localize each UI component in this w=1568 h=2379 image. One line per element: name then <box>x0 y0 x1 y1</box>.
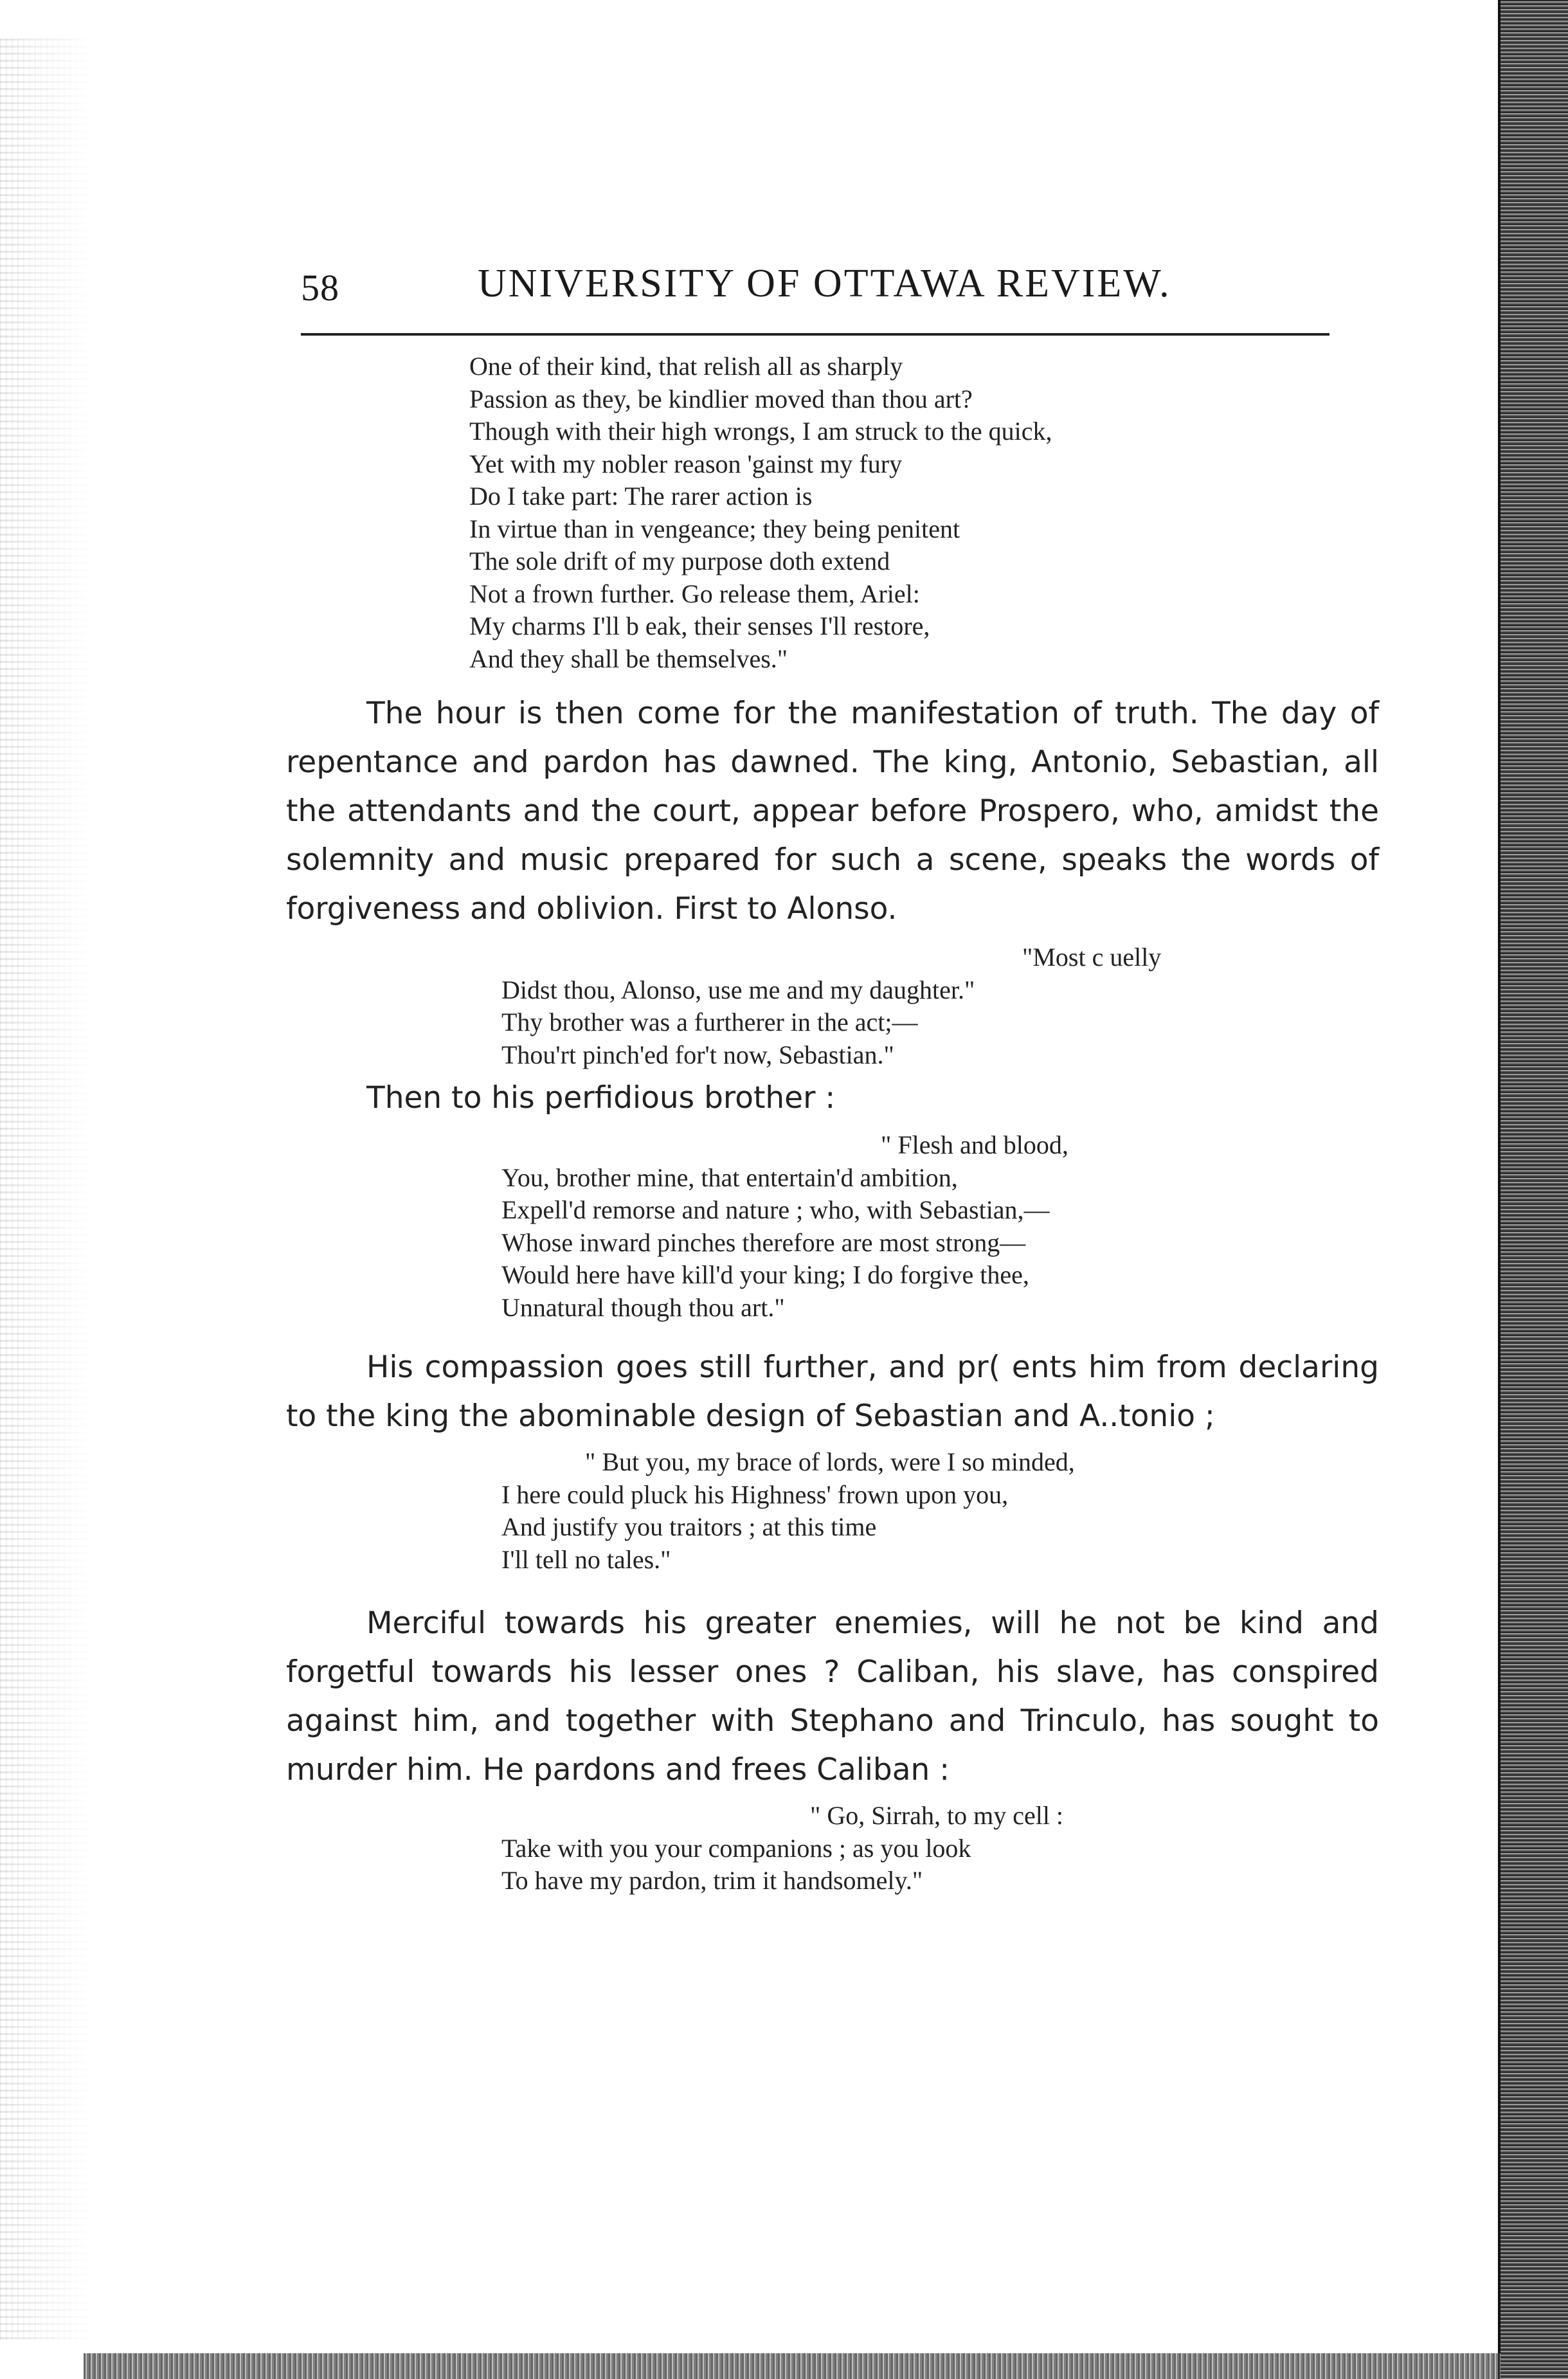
verse-line: My charms I'll b eak, their senses I'll restore, <box>469 611 930 640</box>
verse-quote <box>469 350 1379 675</box>
prose-paragraph: His compassion goes still further, and pr( ents him from declaring to the king the abominable design of Sebastian and A..tonio ; <box>286 1350 1379 1434</box>
header-rule <box>301 333 1329 336</box>
scan-right-edge-noise <box>1498 0 1568 2379</box>
verse-line: "Most c uelly <box>1022 943 1162 972</box>
verse-line: In virtue than in vengeance; they being penitent <box>469 514 960 543</box>
verse-quote <box>501 1129 1379 1324</box>
verse-line: " But you, my brace of lords, were I so minded, <box>585 1447 1075 1476</box>
verse-line: And they shall be themselves." <box>469 644 788 673</box>
verse-line: Passion as they, be kindlier moved than thou art? <box>469 384 973 413</box>
verse-line: I'll tell no tales." <box>501 1544 671 1574</box>
verse-line: You, brother mine, that entertain'd ambition, <box>501 1162 958 1192</box>
verse-line: Yet with my nobler reason 'gainst my fury <box>469 449 903 478</box>
verse-quote <box>501 1446 1379 1576</box>
verse-line: Not a frown further. Go release them, Ariel: <box>469 579 920 608</box>
verse-line: Didst thou, Alonso, use me and my daughter." <box>501 975 975 1004</box>
verse-line: Take with you your companions ; as you look <box>501 1833 971 1863</box>
verse-line: Would here have kill'd your king; I do forgive thee, <box>501 1260 1029 1289</box>
prose-paragraph: Then to his perfidious brother : <box>366 1080 836 1116</box>
journal-title: UNIVERSITY OF OTTAWA REVIEW. <box>478 262 1171 305</box>
verse-quote <box>501 1800 1379 1897</box>
verse-line: Whose inward pinches therefore are most strong— <box>501 1227 1026 1257</box>
verse-quote <box>501 941 1379 1071</box>
verse-line: One of their kind, that relish all as sharply <box>469 352 903 381</box>
page-number: 58 <box>301 267 339 309</box>
verse-line: And justify you traitors ; at this time <box>501 1512 877 1541</box>
verse-line: Unnatural though thou art." <box>501 1292 785 1322</box>
prose-paragraph: Merciful towards his greater enemies, will he not be kind and forgetful towards his lesser ones ? Caliban, his slave, has conspired against him, and together with Stephano and Trinculo, has sought to murder him. He pardons and frees Caliban : <box>286 1606 1379 1787</box>
verse-line: " Flesh and blood, <box>881 1130 1068 1159</box>
scan-left-edge-noise <box>0 39 96 2340</box>
verse-line: Do I take part: The rarer action is <box>469 482 813 511</box>
verse-line: I here could pluck his Highness' frown upon you, <box>501 1479 1009 1509</box>
verse-line: Though with their high wrongs, I am struck to the quick, <box>469 417 1052 446</box>
verse-line: " Go, Sirrah, to my cell : <box>810 1801 1064 1830</box>
verse-line: To have my pardon, trim it handsomely." <box>501 1866 923 1895</box>
running-head <box>301 256 1329 320</box>
verse-line: Thou'rt pinch'ed for't now, Sebastian." <box>501 1040 894 1069</box>
verse-line: Thy brother was a furtherer in the act;— <box>501 1008 918 1036</box>
verse-line: The sole drift of my purpose doth extend <box>469 547 890 575</box>
verse-line: Expell'd remorse and nature ; who, with Sebastian,— <box>501 1195 1050 1224</box>
text-column <box>286 350 1379 1897</box>
scan-bottom-edge-noise <box>84 2353 1500 2379</box>
prose-paragraph: The hour is then come for the manifestation of truth. The day of repentance and pardon has dawned. The king, Antonio, Sebastian, all the attendants and the court, appear before Prospero, who, amidst the solemnity and music prepared for such a scene, speaks the words of forgiveness and oblivion. First to Alonso. <box>286 696 1379 927</box>
